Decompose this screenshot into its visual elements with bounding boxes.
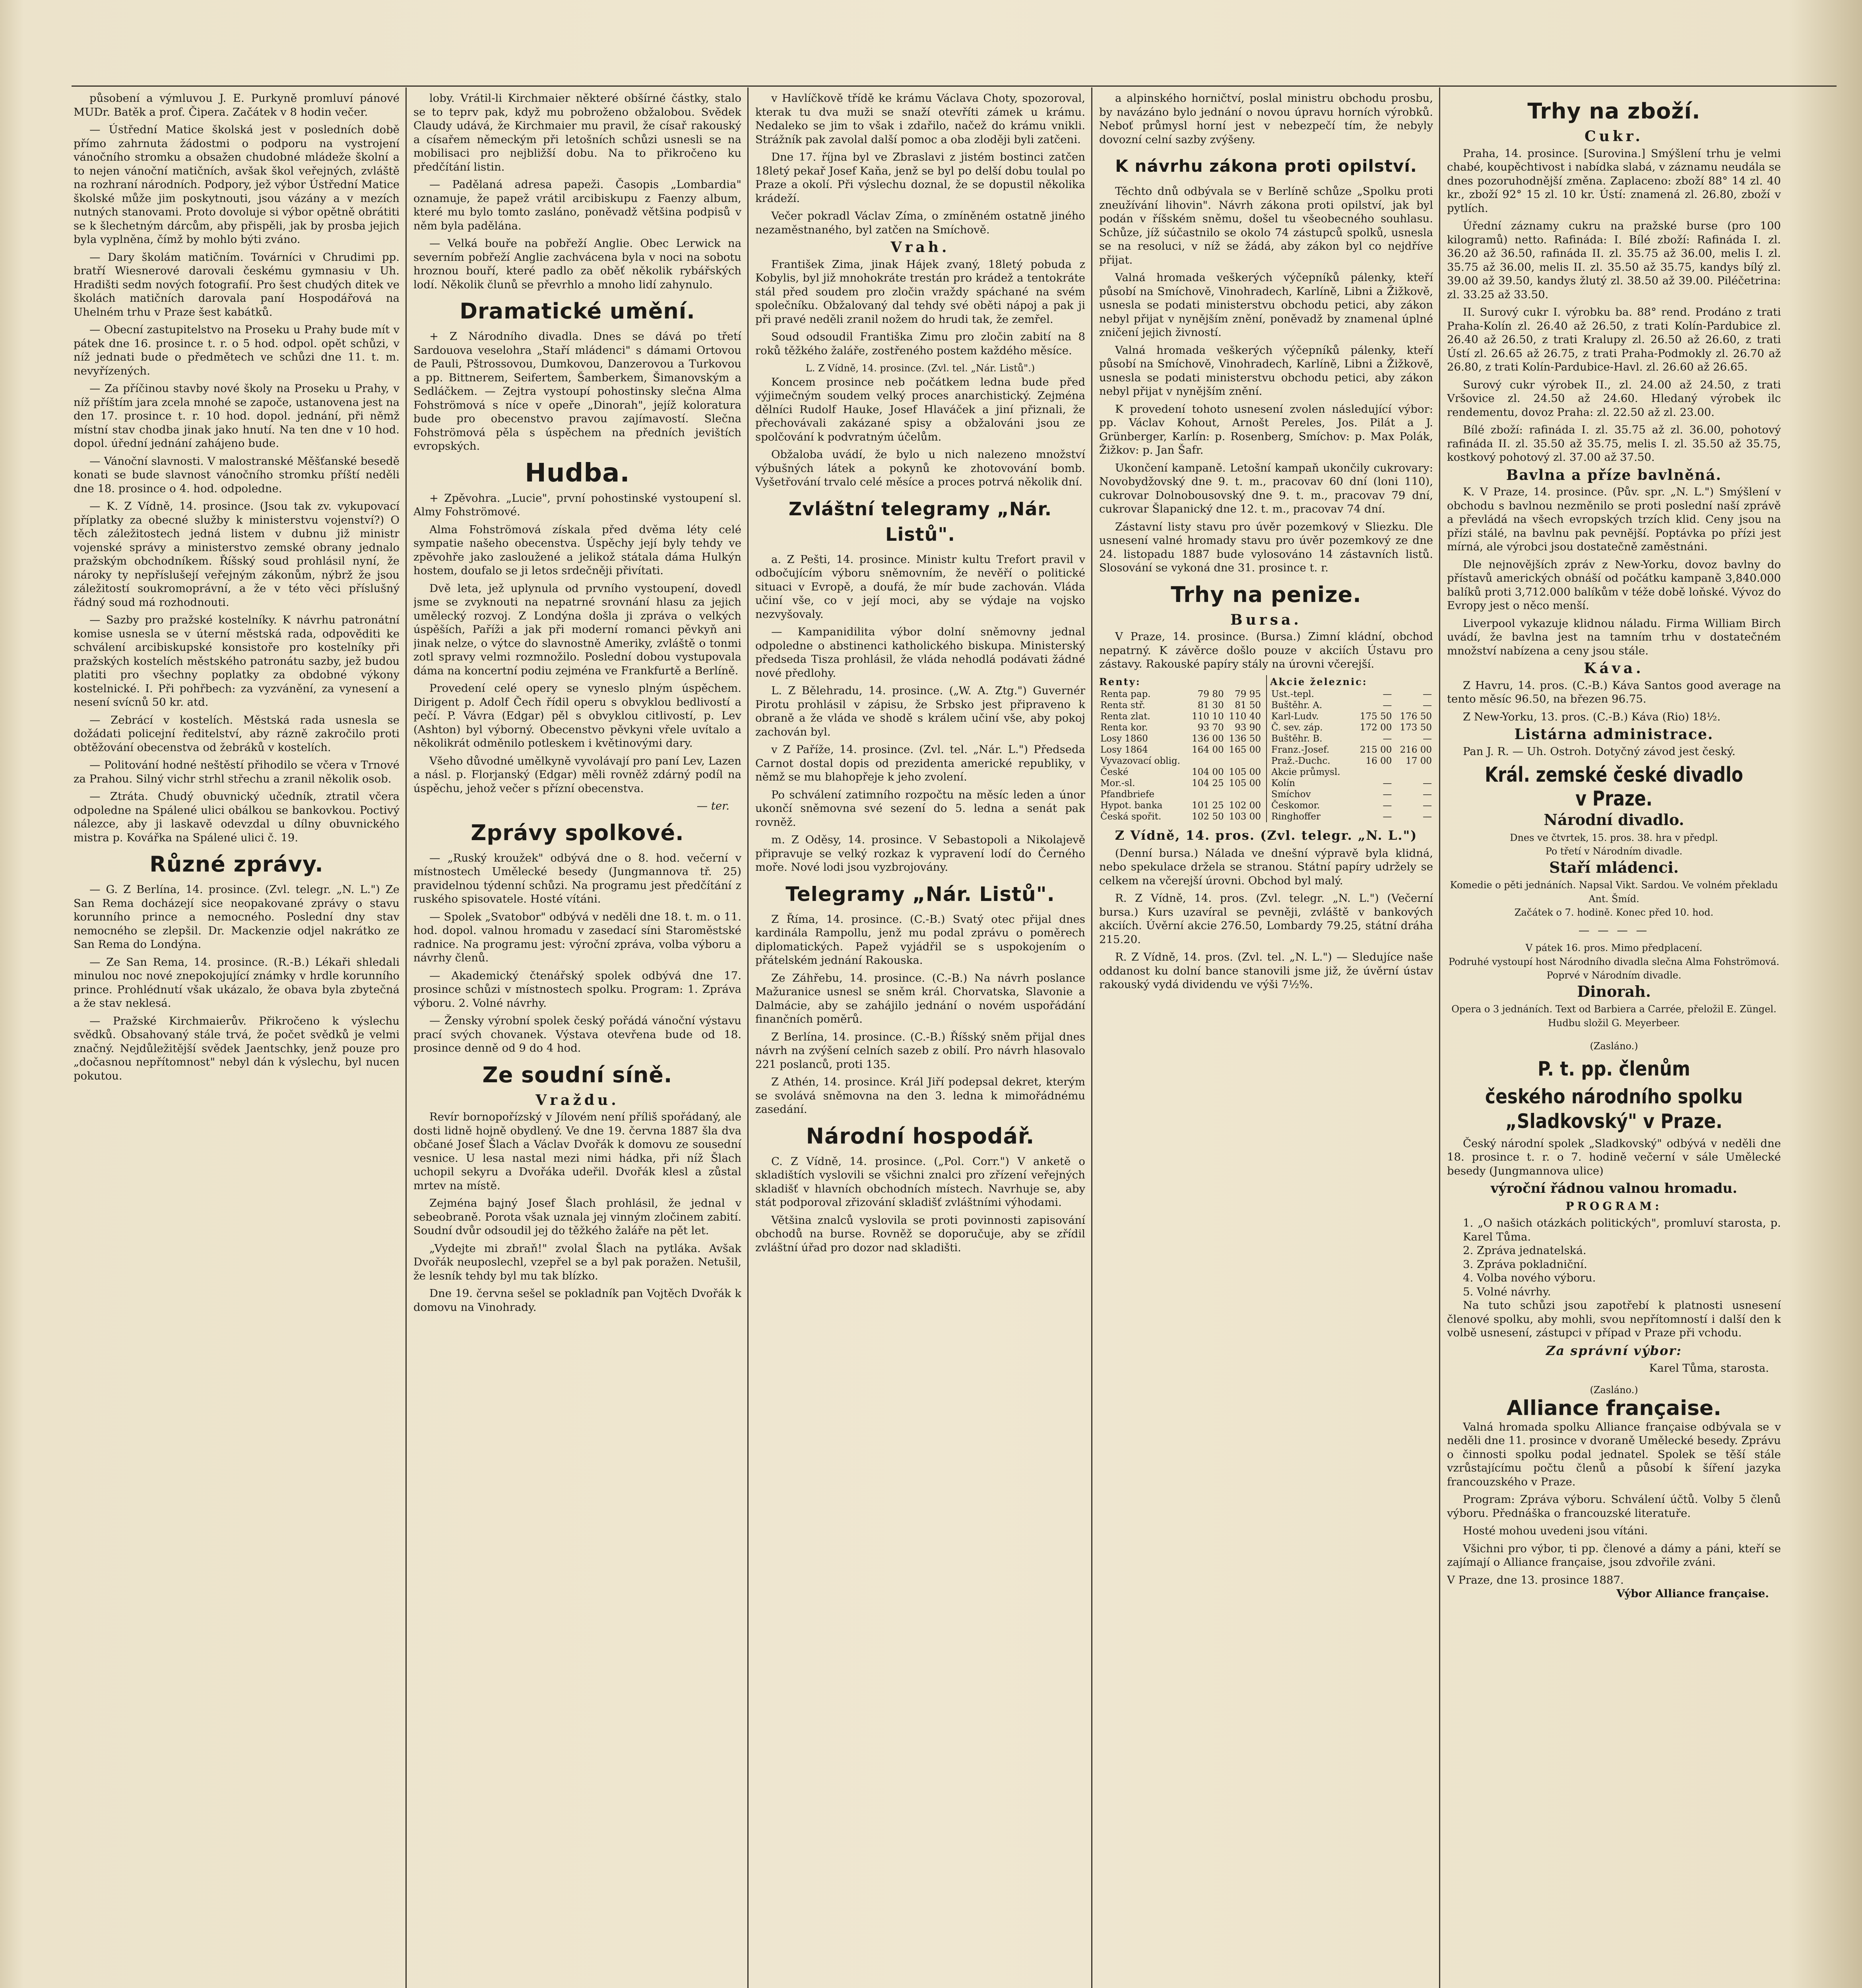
alliance-heading: Alliance française. [1506, 1396, 1722, 1420]
article-paragraph: m. Z Oděsy, 14. prosince. V Sebastopoli a Nikolajevě připravuje se velký rozkaz k vypravení lodí do Černého moře. Nové lodi jsou vyzbrojovány. [755, 833, 1085, 874]
article-paragraph: — Dary školám matičním. Továrníci v Chrudimi pp. bratří Wiesnerové darovali českému gymnasiu v Uh. Hradišti sedm nových fotografií. Pro šest chudých ditek ve školách matičních darovala paní Hospodářová na Uhelném trhu v Praze šest kabátků. [74, 250, 400, 318]
section-heading-soudni: Ze soudní síně. [482, 1062, 673, 1087]
article-paragraph: R. Z Vídně, 14. pros. (Zvl. telegr. „N. L.") (Večerní bursa.) Kurs uzavíral se pevněji, zvláště v bankových akciích. Úvěrní akcie 276.50, Lombardy 79.25, státní dráha 215.20. [1099, 892, 1433, 946]
article-paragraph: — Velká bouře na pobřeží Anglie. Obec Lerwick na severním pobřeží Anglie zachvácena byla v noci na sobotu hroznou bouří, které padlo za oběť několik rybářských lodí. Několik člunů se převrhlo a mnoho lidí zahynulo. [413, 237, 741, 291]
article-paragraph: R. Z Vídně, 14. pros. (Zvl. tel. „N. L.") — Sledujíce naše oddanost ku dolní bance stanovili jsme již, že úvěrní ústav rakouský vydá dividendu ve výši 7½%. [1099, 951, 1433, 991]
theatre-line: Po třetí v Národním divadle. [1545, 846, 1683, 857]
article-paragraph: Zejména bajný Josef Šlach prohlásil, že jednal v sebeobraně. Porota však uznala jej vinným zločinem zabití. Soudní dvůr odsoudil jej do těžkého žaláře na pět let. [413, 1197, 741, 1237]
article-paragraph: Z Athén, 14. prosince. Král Jiří podepsal dekret, kterým se svolává sněmovna na den 3. ledna k mimořádnému zasedání. [755, 1076, 1085, 1116]
table-cell-value: 104 00 [1192, 767, 1224, 777]
article-paragraph: — Ze San Rema, 14. prosince. (R.-B.) Lékaři shledali minulou noc nové znepokojující známky v hrdle korunního prince. Prohlédnutí však ukázalo, že obava byla zbytečná a že stav neklesá. [74, 955, 400, 1010]
table-cell-label: Renta kor. [1100, 722, 1148, 733]
article-paragraph: Ze Záhřebu, 14. prosince. (C.-B.) Na návrh poslance Mažuranice usnesl se sněm král. Chorvatska, Slavonie a Dalmácie, aby se zahájilo jednání o novém uspořádání finančních poměrů. [755, 971, 1085, 1025]
article-paragraph: + Zpěvohra. „Lucie", první pohostinské vystoupení sl. Almy Fohströmové. [413, 491, 741, 518]
theatre-line: Opera o 3 jednáních. Text od Barbiera a Carrée, přeložil E. Züngel. Hudbu složil G. Meyerbeer. [1451, 1004, 1777, 1029]
article-paragraph: — Sazby pro pražské kostelníky. K návrhu patronátní komise usnesla se v úterní městská rada, odpověditi ke schválení arcibiskupské konsistoře pro kostelníky při pražských kostelích městského patronátu sazby, jež budou platiti pro všechny poplatky za obdobné výkony kostelnické. I. Při pohřbech: za vyzvánění, za vynesení a nesení svícnů 50 kr. atd. [74, 613, 400, 709]
article-paragraph: „Vydejte mi zbraň!" zvolal Šlach na pytláka. Avšak Dvořák neuposlechl, vzepřel se a byl pak poražen. Netušil, že lesník tehdy byl mu tak blízko. [413, 1242, 741, 1282]
column-rule [1439, 87, 1440, 1988]
bursa-table-akcie [1270, 689, 1433, 822]
zaslano-label: (Zasláno.) [1590, 1384, 1638, 1396]
table-cell-value: 136 50 [1229, 734, 1261, 744]
article-paragraph: Na tuto schůzi jsou zapotřebí k platnosti usnesení členové spolku, aby mohli, svou nepřítomností i další den k volbě usnesení, zástupci v případ v Praze při vchodu. [1447, 1299, 1781, 1339]
bursa-table-renty [1099, 689, 1262, 822]
column-4 [1099, 91, 1433, 1988]
table-cell-value: 81 50 [1235, 700, 1261, 711]
section-heading-hudba: Hudba. [525, 458, 630, 488]
section-heading-spolkove: Zprávy spolkové. [471, 820, 684, 845]
column-3 [755, 91, 1085, 1988]
table-cell-label: Franz.-Josef. [1271, 745, 1330, 755]
table-row [1099, 700, 1262, 711]
article-paragraph: Zástavní listy stavu pro úvěr pozemkový v Sliezku. Dle usnesení valné hromady stavu pro úvěr pozemkový ze dne 24. listopadu 1887 bude vylosováno 14 zástavních listů. Slosování se vykoná dne 31. prosince t. r. [1099, 520, 1433, 574]
article-paragraph: Koncem prosince neb počátkem ledna bude před výjimečným soudem velký proces anarchistický. Zejména dělníci Rudolf Hauke, Josef Hlaváček a jiní přiznali, že přechovávali zakázané spisy a obžalováni jsou ze spolčování k podvratným účelům. [755, 375, 1085, 443]
table-cell-value: — [1423, 812, 1432, 822]
table-row [1099, 711, 1262, 722]
article-paragraph: (Denní bursa.) Nálada ve dnešní výpravě byla klidná, nebo spekulace držela se stranou. Státní papíry udržely se celkem na včerejší úrovni. Obchod byl malý. [1099, 846, 1433, 887]
table-cell-value: — [1423, 700, 1432, 711]
program-item: 4. Volba nového výboru. [1463, 1272, 1596, 1284]
subheading-cukr: Cukr. [1585, 128, 1643, 145]
subheading-listarna: Listárna administrace. [1514, 726, 1714, 743]
article-paragraph: V Praze, 14. prosince. (Bursa.) Zimní kládní, obchod nepatrný. K závěrce došlo pouze v akciích Ústavu pro zástavy. Rakouské papíry stály na úrovni včerejší. [1099, 630, 1433, 670]
program-item: 5. Volné návrhy. [1463, 1285, 1551, 1298]
table-cell-value [1225, 789, 1262, 800]
table-cell-value: 101 25 [1192, 800, 1224, 811]
section-heading-telegramy: Zvláštní telegramy „Nár. Listů". [788, 498, 1052, 545]
table-cell-value [1353, 767, 1393, 778]
table-cell-label: Karl-Ludv. [1271, 711, 1319, 722]
program-item: 2. Zpráva jednatelská. [1463, 1244, 1587, 1257]
table-row [1099, 733, 1262, 744]
table-cell-label: Buštěhr. A. [1271, 700, 1323, 711]
article-paragraph: — Pražské Kirchmaierův. Přikročeno k výslechu svědků. Obsahovaný stále trvá, že počet svědků je velmi značný. Nejdůležitější svědek Jaentschky, jenž pouze pro „dočasnou nepřítomnost" nebyl dán k výslechu, byl nucen pokutou. [74, 1014, 400, 1082]
table-cell-value: 216 00 [1400, 745, 1432, 755]
table-row [1099, 689, 1262, 700]
article-paragraph: Úřední záznamy cukru na pražské burse (pro 100 kilogramů) netto. Rafináda: I. Bílé zboží: Rafináda I. zl. 36.20 až 36.50, rafináda II. zl. 35.75 až 36.00, melis I. zl. 35.75 až 36.00, melis II. zl. 35.50 až 35.75, kandys bílý zl. 39.00 až 39.50, kandys žlutý zl. 38.50 až 39.00. Piléčetrina: zl. 33.25 až 33.50. [1447, 219, 1781, 301]
article-paragraph: v Z Paříže, 14. prosince. (Zvl. tel. „Nár. L.") Předseda Carnot dostal dopis od prezidenta americké republiky, v němž se mu blahopřeje k jeho zvolení. [755, 743, 1085, 783]
table-cell-value: — [1423, 778, 1432, 788]
article-paragraph: Těchto dnů odbývala se v Berlíně schůze „Spolku proti zneužívání lihovin". Návrh zákona proti opilství, jak byl podán v říšském sněmu, došel tu všeobecného souhlasu. Schůze, jíž súčastnilo se okolo 74 zástupců spolků, usnesla se na resoluci, v níž se žádá, aby zákon byl co nejdříve přijat. [1099, 185, 1433, 266]
article-paragraph: — Ústřední Matice školská jest v posledních době přímo zahrnuta žádostmi o podporu na vystrojení vánočního stromku a obsažen chudobné mládeže školní a to nejen vánoční matičních, avšak škol veřejných, zvláště na rozhraní národních. Podpory, jež výbor Ústřední Matice školské může jim poskytnouti, jsou vázány a v mezích nutných stanovami. Proto dovoluje si výbor opětně obrátiti se k šlechetným dárcům, aby přispěli, jak by prosba jejich byla vyplněna, čímž by mohlo býti zváno. [74, 123, 400, 246]
program-item: 3. Zpráva pokladniční. [1463, 1258, 1587, 1271]
table-cell-value: — [1383, 700, 1392, 711]
column-rule [1091, 87, 1092, 1988]
article-paragraph: v Havlíčkově třídě ke krámu Václava Choty, spozoroval, kterak tu dva muži se snaží otevříti zámek u krámu. Nedaleko se jim to však i zdařilo, načež do krámu vnikli. Strážník pak zavolal další pomoc a oba zloději byli zatčeni. [755, 92, 1085, 146]
theatre-line: V pátek 16. pros. Mimo předplacení. [1525, 942, 1703, 953]
article-paragraph: Z Havru, 14. pros. (C.-B.) Káva Santos good average na tento měsíc 96.50, na březen 96.75. [1447, 679, 1781, 705]
article-paragraph: Dne 17. října byl ve Zbraslavi z jistém bostinci zatčen 18letý pekař Josef Kaňa, jenž se byl po delší dobu toulal po Praze a okolí. Při výslechu doznal, že se dopustil několika krádeží. [755, 151, 1085, 205]
theatre-heading: Král. zemské české divadlo v Praze. [1485, 763, 1743, 811]
table-row [1270, 789, 1433, 800]
subheading-vienna: Z Vídně, 14. pros. (Zvl. telegr. „N. L.") [1115, 828, 1418, 843]
table-cell-value: 79 80 [1197, 689, 1224, 699]
article-paragraph: Po schválení zatimního rozpočtu na měsíc leden a únor ukončí sněmovna své sezení do 5. ledna a senát pak rovněž. [755, 788, 1085, 829]
table-title: Renty: [1099, 676, 1141, 687]
article-paragraph: loby. Vrátil-li Kirchmaier některé obšírné částky, stalo se to teprv pak, když mu pobroženo obžalobou. Svědek Claudy udává, že Kirchmaier mu pravil, že císař rakouský a císařem německým při letošních schůzi usnesli se na mobilisaci pro nejbližší dobu. Na to přikročeno ku předčítání listin. [413, 92, 741, 173]
article-paragraph: Dne 19. června sešel se pokladník pan Vojtěch Dvořák k domovu na Vinohrady. [413, 1287, 741, 1314]
signature: Karel Tůma, starosta. [1649, 1362, 1769, 1375]
article-paragraph: + Z Národního divadla. Dnes se dává po třetí Sardouova veselohra „Staří mládenci" s dámami Ortovou de Pauli, Pštrossovou, Dumkovou, Danzerovou a Turkovou a pp. Bittnerem, Seifertem, Šamberkem, Šimanovským a Sedláčkem. — Zejtra vystoupí pohostinsky slečna Alma Fohströmová s níce v opeře „Dinorah", jejíž koloratura bude pro obecenstvo pravou zajímavostí. Slečna Fohströmová pěla s úspěchem na předních jevištích evropských. [413, 330, 741, 452]
article-paragraph: — Akademický čtenářský spolek odbývá dne 17. prosince schůzi v místnostech spolku. Program: 1. Zpráva výboru. 2. Volné návrhy. [413, 969, 741, 1010]
article-paragraph: Hosté mohou uvedeni jsou vítáni. [1463, 1524, 1648, 1537]
program-label: PROGRAM: [1565, 1199, 1662, 1213]
table-cell-value: 105 00 [1229, 767, 1261, 777]
table-cell-label: Renta pap. [1100, 689, 1151, 699]
table-cell-value: 105 00 [1229, 778, 1261, 788]
table-cell-value: — [1423, 789, 1432, 800]
article-paragraph: — Politování hodné neštěstí přihodilo se včera v Trnové za Prahou. Silný vichr strhl střechu a zranil několik osob. [74, 759, 400, 785]
subheading-vrah: Vrah. [890, 239, 950, 256]
table-row [1270, 700, 1433, 711]
table-cell-label: Smíchov [1271, 789, 1311, 800]
column-2 [413, 91, 741, 1988]
table-cell-value: 164 00 [1192, 745, 1224, 755]
article-paragraph: Ukončení kampaně. Letošní kampaň ukončily cukrovary: Novobydžovský dne 9. t. m., pracovav 60 dní (loni 110), cukrovar Dolnobousovský dne 9. t. m., pracovav 79 dní, cukrovar Šlapanický dne 12. t. m., pracovav 74 dní. [1099, 461, 1433, 515]
divider: — — — — [1578, 924, 1650, 937]
article-paragraph: — Zebrácí v kostelích. Městská rada usnesla se dožádati policejní ředitelství, aby rázně zakročilo proti obtěžování obecenstva od žebráků v kostelích. [74, 713, 400, 754]
article-paragraph: C. Z Vídně, 14. prosince. („Pol. Corr.") V anketě o skladištích vyslovili se všichni znalci pro zřízení veřejných skladišť v hlavních obchodních místech. Navrhuje se, aby stát podporoval zřizování skladišť zvláštními výhodami. [755, 1155, 1085, 1209]
table-cell-value: 215 00 [1360, 745, 1392, 755]
article-paragraph: Obžaloba uvádí, že bylo u nich nalezeno množství výbušných látek a pokynů ke zhotovování bomb. Vyšetřování trvalo celé měsíce a proces potrvá několik dní. [755, 448, 1085, 488]
article-paragraph: Valná hromada veškerých výčepníků pálenky, kteří působí na Smíchově, Vinohradech, Karlíně, Libni a Žižkově, usnesla se podati ministerstvu obchodu petici, aby zákon nebyl přijat v nynějším znění. [1099, 344, 1433, 398]
table-cell-label: Česká spořit. [1100, 812, 1162, 822]
table-cell-value: 175 50 [1360, 711, 1392, 722]
article-paragraph: K. V Praze, 14. prosince. (Pův. spr. „N. L.") Smýšlení v obchodu s bavlnou nezměnilo se proti poslední naší zprávě a převládá na všech evropských trzích klid. Ceny jsou na přízi stálé, na bavlnu pak pevnější. Poptávka po přízi jest mírná, ale výrobci jsou dostatečně zaměstnáni. [1447, 485, 1781, 553]
table-cell-value: 172 00 [1360, 722, 1392, 733]
table-cell-value: — [1383, 812, 1392, 822]
table-cell-label: Českomor. [1271, 800, 1320, 811]
zaslano-label: (Zasláno.) [1590, 1041, 1638, 1052]
program-item: 1. „O našich otázkách politických", promluví starosta, p. Karel Tůma. [1463, 1217, 1781, 1243]
article-paragraph: Pan J. R. — Uh. Ostroh. Dotyčný závod jest český. [1463, 745, 1736, 758]
subheading-kava: Káva. [1584, 660, 1644, 677]
article-paragraph: Soud odsoudil Františka Zimu pro zločin zabití na 8 roků těžkého žaláře, zostřeného postem každého měsíce. [755, 330, 1085, 357]
article-paragraph: Většina znalců vyslovila se proti povinnosti zapisování obchodů na burse. Rovněž se doporučuje, aby se zřídil zvláštní úřad pro dozor nad skladišti. [755, 1213, 1085, 1254]
table-cell-label: Pfandbriefe [1100, 789, 1155, 800]
table-row [1270, 722, 1433, 733]
table-cell-label: Losy 1864 [1100, 745, 1148, 755]
program-list [1447, 1216, 1781, 1299]
article-paragraph: Dvě leta, jež uplynula od prvního vystoupení, dovedl jsme se zvyknouti na nepatrné srovnání hlasu za jejich umělecký rozvoj. Z Londýna došla ji zpráva o velkých úspěších, Paříži a jak při moderní romanci pěvkyň ani jinak nelze, o výtce do slavnostně Ameriky, zvláště o tonmi zotl spravy velmi rozmnožilo. Poslední dobou vystupovala dáma na koncertní podiu zejména ve Frankfurtě a Berlíně. [413, 582, 741, 677]
table-cell-label: Kolín [1271, 778, 1295, 788]
article-paragraph: Z Berlína, 14. prosince. (C.-B.) Říšský sněm přijal dnes návrh na zvýšení celních sazeb z obilí. Pro návrh hlasovalo 221 poslanců, proti 135. [755, 1030, 1085, 1071]
table-cell-value: — [1383, 778, 1392, 788]
article-paragraph: Český národní spolek „Sladkovský" odbývá v neděli dne 18. prosince t. r. o 7. hodině večerní v sále Umělecké besedy (Jungmannova ulice) [1447, 1137, 1781, 1177]
table-cell-label: České [1100, 767, 1129, 777]
table-row [1270, 800, 1433, 811]
table-cell-value: — [1383, 800, 1392, 811]
table-cell-label: Akcie průmysl. [1271, 767, 1340, 777]
table-row [1099, 789, 1262, 800]
table-row [1099, 778, 1262, 789]
table-row [1099, 755, 1262, 767]
top-rule [72, 85, 1837, 87]
bursa-table-right [1266, 675, 1433, 823]
table-cell-value: 103 00 [1229, 812, 1261, 822]
table-cell-value: 110 40 [1229, 711, 1261, 722]
article-paragraph: Liverpool vykazuje klidnou náladu. Firma William Birch uvádí, že bavlna jest na tamním trhu v dostatečném množství nabízena a ceny jsou stále. [1447, 617, 1781, 657]
section-heading-trhy-zbozi: Trhy na zboží. [1527, 99, 1701, 124]
table-cell-value: — [1383, 789, 1392, 800]
article-paragraph: Dle nejnovějších zpráv z New-Yorku, dovoz bavlny do přístavů amerických obnáší od počátku kampaně 3,840.000 balíků proti 3,712.000 balíkům v téže době loňské. Vývoz do Evropy jest o něco menší. [1447, 558, 1781, 612]
article-paragraph: Revír bornopořízský v Jílovém není příliš spořádaný, ale dosti lidně hojně obydlený. Ve dne 19. června 1887 šla dva občané Josef Šlach a Václav Dvořák k domovu ze sousední vesnice. U lesa nastal mezi nimi hádka, při níž Šlach uchopil sekyru a Dvořáka udeřil. Dvořák klesl a zůstal mrtev na místě. [413, 1110, 741, 1192]
table-row [1099, 744, 1262, 755]
article-paragraph: Z New-Yorku, 13. pros. (C.-B.) Káva (Rio) 18½. [1463, 710, 1721, 723]
column-rule [405, 87, 407, 1988]
article-paragraph: Z Říma, 14. prosince. (C.-B.) Svatý otec přijal dnes kardinála Rampollu, jenž mu podal zprávu o poměrech diplomatických. Papež vyjádřil se s uspokojením o přátelském jednání Rakouska. [755, 912, 1085, 967]
table-cell-label: Buštěhr. B. [1271, 734, 1323, 744]
article-paragraph: a. Z Pešti, 14. prosince. Ministr kultu Trefort pravil v odbočujícím výboru sněmovním, že nevěří o politické situaci v Evropě, a doufá, že mír bude zachován. Vláda učiní vše, co v její moci, aby se výdaje na vojsko nezvyšovaly. [755, 553, 1085, 621]
article-paragraph: — Žensky výrobní spolek český pořádá vánoční výstavu prací svých chovanek. Výstava otevřena bude od 18. prosince denně od 9 do 4 hod. [413, 1014, 741, 1054]
article-paragraph: — Ztráta. Chudý obuvnický učedník, ztratil včera odpoledne na Spálené ulici obálkou se bankovkou. Poctivý nálezce, aby ji laskavě odevzdal u dílny obuvnického mistra p. Kovářka na Spálené ulici č. 19. [74, 790, 400, 844]
announcement-heading: českého národního spolku „Sladkovský" v Praze. [1485, 1085, 1743, 1133]
section-heading-dramaticke: Dramatické umění. [460, 299, 695, 324]
table-cell-value: 102 00 [1229, 800, 1261, 811]
article-paragraph: L. Z Bělehradu, 14. prosince. („W. A. Ztg.") Guvernér Pirotu prohlásil v zápisu, že Srbsko jest připraveno k obraně a že vláda ve shodě s králem učiní vše, aby pokoj zachován byl. [755, 684, 1085, 738]
table-cell-value: 93 70 [1197, 722, 1224, 733]
table-cell-value [1188, 755, 1225, 767]
author-signature: — ter. [696, 800, 729, 812]
theatre-line: Podruhé vystoupí host Národního divadla slečna Alma Fohströmová. [1448, 956, 1780, 967]
article-paragraph: Večer pokradl Václav Zíma, o zmíněném ostatně jiného nezaměstnaného, byl zatčen na Smíchově. [755, 210, 1085, 236]
announcement-heading: P. t. pp. členům [1538, 1057, 1690, 1080]
table-cell-value [1188, 789, 1225, 800]
table-cell-label: Hypot. banka [1100, 800, 1163, 811]
table-cell-label: Č. sev. záp. [1271, 722, 1323, 733]
table-cell-value: — [1383, 734, 1392, 744]
table-cell-value: 136 00 [1192, 734, 1224, 744]
table-cell-label: Praž.-Duchc. [1271, 756, 1331, 766]
article-paragraph: Všeho důvodné umělkyně vyvolávají pro paní Lev, Lazen a násl. p. Florjanský (Edgar) měli rovněž zdárný podíl na úspěchu, jehož večer s přízní obecenstva. [413, 754, 741, 795]
announcement-emphasis: výroční řádnou valnou hromadu. [1490, 1180, 1738, 1196]
article-paragraph: Surový cukr výrobek II., zl. 24.00 až 24.50, z trati Vršovice zl. 24.50 až 24.60. Hledaný výrobek ilc rendementu, dovoz Praha: zl. 22.50 až zl. 23.00. [1447, 378, 1781, 419]
article-paragraph: Alma Fohströmová získala před dvěma léty celé sympatie našeho obecenstva. Úspěchy její byly tehdy ve zpěvohře jako zasloužené a jelikož státala dáma Hulkýn hostem, doufalo se ji letos srdečněji přivítati. [413, 523, 741, 577]
article-paragraph: — Padělaná adresa papeži. Časopis „Lombardia" oznamuje, že papež vrátil arcibiskupu z Faenzy album, které mu bylo tomto zasláno, poněvadž většina podpisů v něm byla padělána. [413, 178, 741, 232]
table-row [1270, 711, 1433, 722]
bursa-tables [1099, 675, 1433, 823]
table-row [1099, 722, 1262, 733]
article-paragraph: — „Ruský kroužek" odbývá dne o 8. hod. večerní v místnostech Umělecké besedy (Jungmannova tř. 25) pravidelnou týdenní schůzi. Na programu jest předčítání z ruského spisovatele. Hosté vítáni. [413, 851, 741, 905]
article-paragraph: Valná hromada veškerých výčepníků pálenky, kteří působí na Smíchově, Vinohradech, Karlíně, Libni a Žižkově, usnesla se podati ministerstvu obchodu petici, aby zákon nebyl přijat v nynějším znění, poněvadž by znamenal úplné zničení jejich živností. [1099, 271, 1433, 339]
table-cell-label: Renta stř. [1100, 700, 1145, 711]
play-title: Dinorah. [1577, 982, 1651, 1000]
committee-label: Za správní výbor: [1546, 1343, 1682, 1358]
table-row [1270, 778, 1433, 789]
table-cell-value: 102 50 [1192, 812, 1224, 822]
table-row [1270, 744, 1433, 755]
subheading-bursa: Bursa. [1230, 611, 1302, 628]
article-paragraph: — K. Z Vídně, 14. prosince. (Jsou tak zv. vykupovací příplatky za obecné služby k ministerstvu vojenství?) O těch záležitostech jedná listem v dubnu již ministr vojenské správy a ministerstvo zemské obrany jednalo pražským obchodníkem. Říšský soud prohlásil nyní, že nároky ty nepříslušejí veřejným zákonům, nýbrž že jsou záležitostí soukromoprávní, a že v této věci příslušný řádný soud má rozhodnouti. [74, 500, 400, 609]
table-cell-value: 17 00 [1406, 756, 1432, 766]
table-cell-value: 16 00 [1365, 756, 1392, 766]
article-paragraph: K provedení tohoto usnesení zvolen následující výbor: pp. Václav Kohout, Arnošt Pereles, Jos. Pilát a J. Grünberger, Karlín: p. Rosenberg, Smíchov: p. Max Polák, Žižkov: p. Jan Šafr. [1099, 402, 1433, 456]
section-heading-navrh: K návrhu zákona proti opilství. [1115, 156, 1417, 176]
theatre-line: Dnes ve čtvrtek, 15. pros. 38. hra v předpl. [1510, 832, 1718, 843]
dateline: L. Z Vídně, 14. prosince. (Zvl. tel. „Nár. Listů".) [805, 363, 1035, 374]
table-cell-label: Renta zlat. [1100, 711, 1150, 722]
subheading-bavlna: Bavlna a příze bavlněná. [1506, 466, 1722, 483]
section-heading-telegramy-2: Telegramy „Nár. Listů". [786, 882, 1055, 906]
article-paragraph: a alpinského horničtví, poslal ministru obchodu prosbu, by navázáno bylo jednání o novou úpravu horních výrobků. Neboť průmysl horní jest v nebezpečí tím, že nebyly dovozní celní sazby zvýšeny. [1099, 92, 1433, 146]
article-paragraph: Valná hromada spolku Alliance française odbývala se v neděli dne 11. prosince v dvoraně Umělecké besedy. Zprávu o činnosti spolku podal jednatel. Spolek se těší stále vzrůstajícímu počtu členů a působí k šíření jazyka francouzského v Praze. [1447, 1420, 1781, 1488]
table-cell-value: 81 30 [1197, 700, 1224, 711]
article-paragraph: — Spolek „Svatobor" odbývá v neděli dne 18. t. m. o 11. hod. dopol. valnou hromadu v zasedací síni Staroměstské radnice. Na programu jest: výroční zpráva, volba výboru a návrhy členů. [413, 910, 741, 964]
table-cell-value: — [1423, 800, 1432, 811]
theatre-subheading: Národní divadlo. [1544, 811, 1684, 829]
table-cell-value [1225, 755, 1262, 767]
article-paragraph: — Za příčinou stavby nové školy na Proseku u Prahy, v níž příštím jara zcela mnohé se započe, ustanovena jest na den 17. prosince t. r. 10 hod. dopol. jednání, při němž místní stav chodba jinak jako hnutí. Na ten dne v 10 hod. dopol. úřední jednání zahájeno bude. [74, 382, 400, 450]
table-row [1270, 755, 1433, 767]
table-cell-value: 79 95 [1235, 689, 1261, 699]
table-row [1099, 811, 1262, 822]
table-cell-value: 104 25 [1192, 778, 1224, 788]
table-cell-value: 173 50 [1400, 722, 1432, 733]
table-cell-label: Vyvazovací oblig. [1100, 756, 1180, 766]
table-cell-value: 176 50 [1400, 711, 1432, 722]
article-paragraph: Bílé zboží: rafináda I. zl. 35.75 až zl. 36.00, pohotový rafináda II. zl. 35.50 až 35.75, melis I. zl. 35.50 až 35.75, kostkový pohotový zl. 37.00 až 37.50. [1447, 423, 1781, 464]
column-rule [747, 87, 749, 1988]
table-cell-label: Ust.-tepl. [1271, 689, 1314, 699]
date-line: V Praze, dne 13. prosince 1887. [1447, 1573, 1624, 1586]
table-row [1270, 767, 1433, 778]
article-paragraph: Program: Zpráva výboru. Schválení účtů. Volby 5 členů výboru. Přednáška o francouzské literatuře. [1447, 1493, 1781, 1520]
table-cell-value: 93 90 [1235, 722, 1261, 733]
theatre-line: Začátek o 7. hodině. Konec před 10. hod. [1514, 907, 1714, 918]
article-paragraph: — Kampanidilita výbor dolní sněmovny jednal odpoledne o abstinenci katholického biskupa. Ministerský předseda Tisza prohlásil, že vláda nehodlá podávati žádné nové předlohy. [755, 625, 1085, 679]
bursa-table-left [1099, 675, 1262, 823]
article-paragraph: Praha, 14. prosince. [Surovina.] Smýšlení trhu je velmi chabé, koupěchtivost i nabídka slabá, v záznamu neudála se dnes pozoruhodnější změna. Zaplaceno: zboží 88° 14 zl. 40 kr., zboží 92° 15 zl. 10 kr. Ústí: znamená zl. 26.80, zboží v pytlích. [1447, 147, 1781, 215]
article-paragraph: František Zima, jinak Hájek zvaný, 18letý pobuda z Kobylis, byl již mnohokráte trestán pro krádež a tentokráte stál před soudem pro zločin vraždy spáchané na svém společníku. Obžalovaný dal tehdy své oběti nápoj a pak ji při pravé neděli zranil nožem do hrudi tak, že zemřel. [755, 258, 1085, 326]
table-title: Akcie železnic: [1270, 676, 1367, 687]
table-cell-label: Ringhoffer [1271, 812, 1321, 822]
subheading: Vraždu. [535, 1091, 619, 1109]
table-cell-value [1393, 767, 1433, 778]
article-paragraph: — Obecní zastupitelstvo na Proseku u Prahy bude mít v pátek dne 16. prosince t. r. o 5 hod. odpol. opět schůzi, v níž jednati bude o předmětech ve schůzi dne 11. t. m. nevyřízených. [74, 323, 400, 377]
section-heading-hospodar: Národní hospodář. [806, 1123, 1035, 1149]
theatre-line: Poprvé v Národním divadle. [1546, 970, 1682, 981]
play-title: Staří mládenci. [1549, 858, 1679, 876]
column-5 [1447, 91, 1781, 1988]
section-heading-ruzne: Různé zprávy. [149, 852, 324, 877]
article-paragraph: — G. Z Berlína, 14. prosince. (Zvl. telegr. „N. L.") Ze San Rema docházejí sice neopakované zprávy o stavu korunního prince a nemocného. Poslední dny stav nemocného se zlepšil. Dr. Mackenzie odjel nakrátko ze San Rema do Londýna. [74, 883, 400, 951]
table-cell-label: Mor.-sl. [1100, 778, 1135, 788]
table-row [1270, 689, 1433, 700]
table-cell-label: Losy 1860 [1100, 734, 1148, 744]
table-row [1270, 733, 1433, 744]
theatre-line: Komedie o pěti jednáních. Napsal Vikt. Sardou. Ve volném překladu Ant. Šmíd. [1450, 879, 1778, 905]
table-row [1099, 800, 1262, 811]
article-paragraph: II. Surový cukr I. výrobku ba. 88° rend. Prodáno z trati Praha-Kolín zl. 26.40 až 26.50, z trati Kolín-Pardubice zl. 26.40 až 26.50, z trati Kralupy zl. 26.50 až 26.60, z trati Ústí zl. 26.65 až 26.75, z trati Praha-Podmokly zl. 26.70 až 26.80, z trati Kolín-Pardubice-Havl. zl. 26.60 až 26.65. [1447, 306, 1781, 373]
table-cell-value: 165 00 [1229, 745, 1261, 755]
column-1 [74, 91, 400, 1988]
table-row [1099, 767, 1262, 778]
table-cell-value: 110 10 [1192, 711, 1224, 722]
table-cell-value: — [1423, 734, 1432, 744]
article-paragraph: Všichni pro výbor, ti pp. členové a dámy a páni, kteří se zajímají o Alliance française, jsou zdvořile zváni. [1447, 1542, 1781, 1569]
table-cell-value: — [1383, 689, 1392, 699]
article-paragraph: působení a výmluvou J. E. Purkyně promluví pánové MUDr. Batěk a prof. Čipera. Začátek v 8 hodin večer. [74, 92, 400, 118]
signature: Výbor Alliance française. [1616, 1587, 1769, 1600]
section-heading-trhy-penize: Trhy na penize. [1171, 582, 1362, 607]
table-row [1270, 811, 1433, 822]
article-paragraph: — Vánoční slavnosti. V malostranské Měšťanské besedě konati se bude slavnost vánočního stromku příští neděli dne 18. prosince o 4. hod. odpoledne. [74, 454, 400, 495]
table-cell-value: — [1423, 689, 1432, 699]
article-paragraph: Provedení celé opery se vyneslo plným úspěchem. Dirigent p. Adolf Čech řídil operu s obvyklou bedlivostí a pečí. P. Vávra (Edgar) pěl s obvyklou citlivostí, p. Lev (Ashton) byl výborný. Obecenstvo pěvkyni vřele uvítalo a několikrát odměnilo potleskem i květinovými dary. [413, 682, 741, 749]
